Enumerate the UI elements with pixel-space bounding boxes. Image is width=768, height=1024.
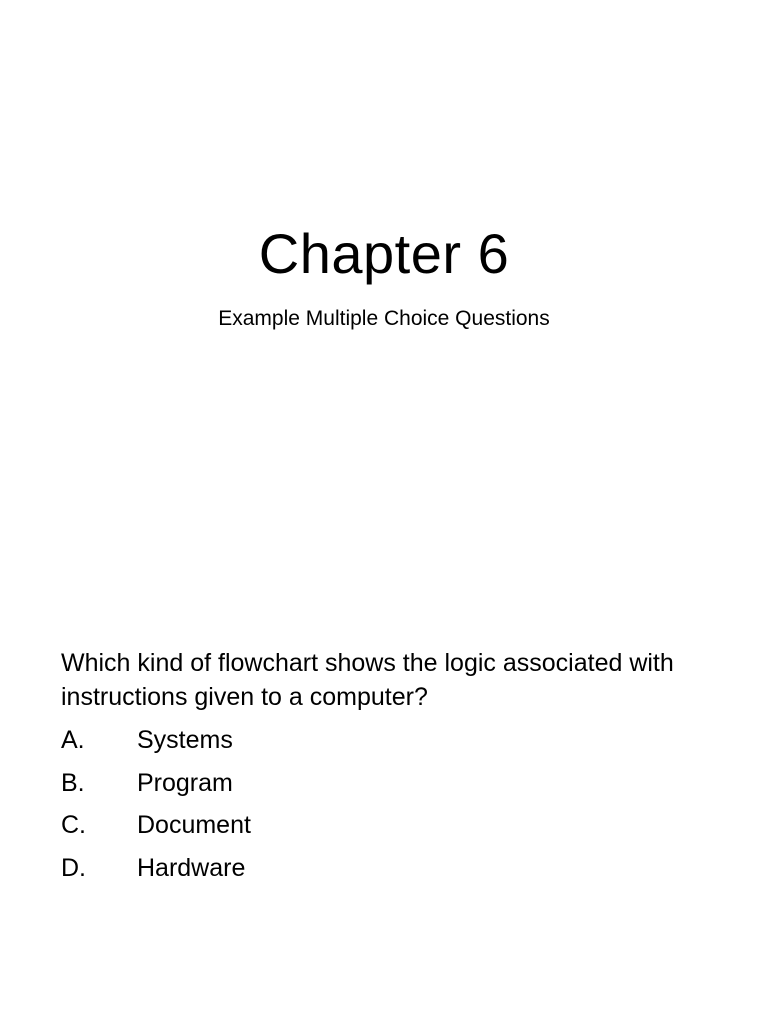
option-d <box>61 851 251 894</box>
option-text: Systems <box>137 726 233 754</box>
option-b <box>61 766 251 809</box>
option-text: Document <box>137 811 251 839</box>
chapter-subtitle: Example Multiple Choice Questions <box>218 307 550 330</box>
option-text: Program <box>137 768 233 797</box>
question-text: Which kind of flowchart shows the logic associated with instructions given to a computer? <box>61 649 674 711</box>
answer-options <box>61 723 251 893</box>
option-letter: A. <box>61 726 85 754</box>
question-slide <box>0 512 768 1024</box>
option-letter: B. <box>61 768 85 797</box>
option-text: Hardware <box>137 853 246 882</box>
option-letter: D. <box>61 853 86 882</box>
option-letter: C. <box>61 811 86 839</box>
option-a <box>61 723 251 766</box>
chapter-title: Chapter 6 <box>258 222 510 285</box>
option-c <box>61 808 251 851</box>
